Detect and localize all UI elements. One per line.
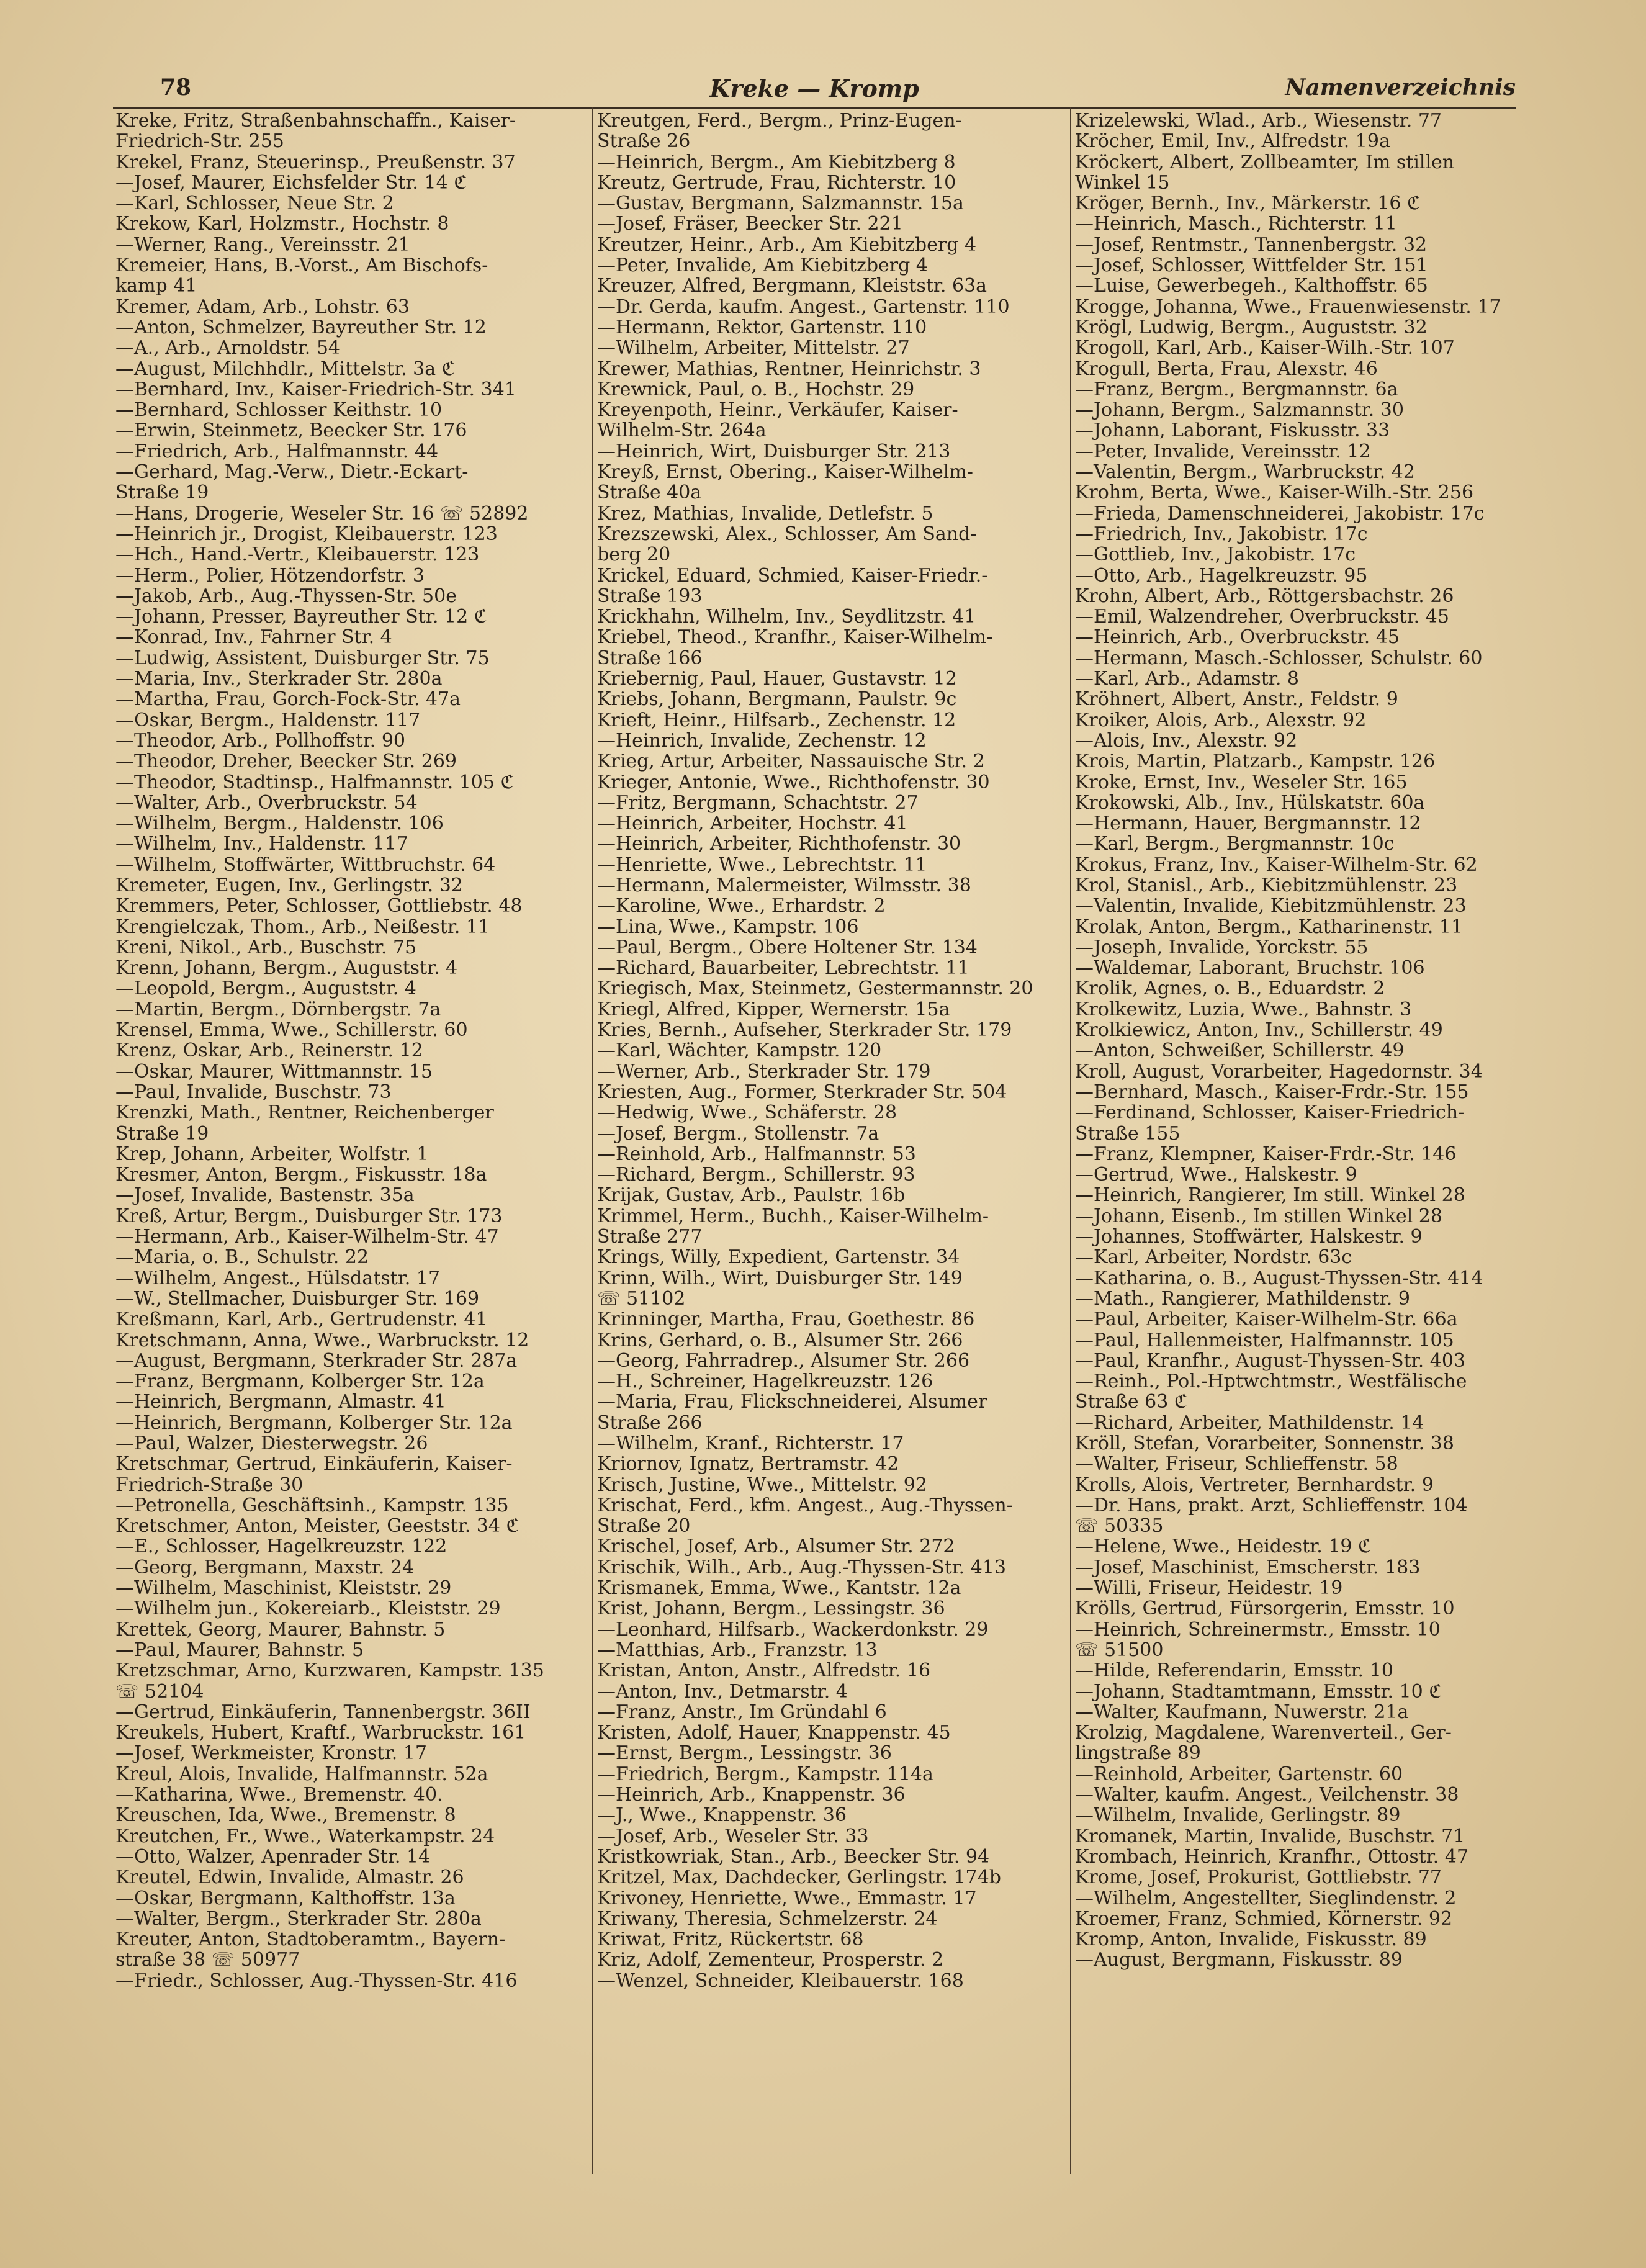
directory-entry-line: —Karl, Bergm., Bergmannstr. 10c xyxy=(1075,834,1395,855)
directory-entry-line: Krettek, Georg, Maurer, Bahnstr. 5 xyxy=(115,1619,446,1640)
directory-entry-line: Kroll, August, Vorarbeiter, Hagedornstr. 34 xyxy=(1075,1061,1483,1082)
directory-entry-line: —Friedrich, Bergm., Kampstr. 114a xyxy=(597,1763,933,1785)
directory-entry-line: —Johann, Laborant, Fiskusstr. 33 xyxy=(1075,420,1390,441)
page-header xyxy=(113,74,1516,109)
directory-entry-line: Krombach, Heinrich, Kranfhr., Ottostr. 47 xyxy=(1075,1846,1469,1868)
directory-entry-line: —Leonhard, Hilfsarb., Wackerdonkstr. 29 xyxy=(597,1619,989,1640)
directory-entry-line: —Franz, Anstr., Im Gründahl 6 xyxy=(597,1701,887,1723)
directory-entry-line: —Heinrich, Arbeiter, Richthofenstr. 30 xyxy=(597,834,961,855)
directory-entry-line: —Josef, Werkmeister, Kronstr. 17 xyxy=(115,1743,428,1764)
directory-entry-line: Straße 266 xyxy=(597,1412,703,1433)
directory-entry-line: —Friedrich, Inv., Jakobistr. 17c xyxy=(1075,523,1368,545)
directory-entry-line: —Emil, Walzendreher, Overbruckstr. 45 xyxy=(1075,606,1449,628)
directory-entry-line: —Martin, Bergm., Dörnbergstr. 7a xyxy=(115,999,441,1020)
directory-entry-line: —Dr. Gerda, kaufm. Angest., Gartenstr. 110 xyxy=(597,296,1010,317)
directory-entry-line: —Otto, Arb., Hagelkreuzstr. 95 xyxy=(1075,565,1368,586)
directory-entry-line: Straße 63 ℭ xyxy=(1075,1392,1187,1413)
directory-entry-line: —Frieda, Damenschneiderei, Jakobistr. 17c xyxy=(1075,503,1485,524)
directory-entry-line: —Anton, Schmelzer, Bayreuther Str. 12 xyxy=(115,317,487,338)
directory-entry-line: ☏ 52104 xyxy=(115,1681,204,1702)
directory-entry-line: Krogge, Johanna, Wwe., Frauenwiesenstr. 17 xyxy=(1075,296,1501,317)
directory-entry-line: berg 20 xyxy=(597,544,671,565)
directory-entry-line: —Hans, Drogerie, Weseler Str. 16 ☏ 52892 xyxy=(115,503,529,524)
directory-entry-line: —Wilhelm, Arbeiter, Mittelstr. 27 xyxy=(597,338,910,359)
directory-entry-line: —Reinhold, Arb., Halfmannstr. 53 xyxy=(597,1143,916,1165)
directory-entry-line: —Franz, Bergm., Bergmannstr. 6a xyxy=(1075,379,1398,400)
directory-entry-line: Kriwat, Fritz, Rückertstr. 68 xyxy=(597,1929,864,1950)
directory-entry-line: Kröckert, Albert, Zollbeamter, Im stillen xyxy=(1075,151,1455,173)
directory-entry-line: —Gerhard, Mag.-Verw., Dietr.-Eckart- xyxy=(115,462,469,483)
directory-entry-line: Kreuter, Anton, Stadtoberamtm., Bayern- xyxy=(115,1929,506,1950)
directory-entry-line: Kretschmar, Gertrud, Einkäuferin, Kaiser- xyxy=(115,1454,513,1475)
directory-entry-line: Kremeter, Eugen, Inv., Gerlingstr. 32 xyxy=(115,875,463,896)
directory-entry-line: Krolzig, Magdalene, Warenverteil., Ger- xyxy=(1075,1722,1452,1744)
directory-entry-line: —Katharina, Wwe., Bremenstr. 40. xyxy=(115,1784,443,1806)
directory-entry-line: —Herm., Polier, Hötzendorfstr. 3 xyxy=(115,565,425,586)
directory-entry-line: Kreutzer, Heinr., Arb., Am Kiebitzberg 4 xyxy=(597,234,977,256)
directory-entry-line: —Josef, Schlosser, Wittfelder Str. 151 xyxy=(1075,255,1428,276)
directory-entry-line: —Hermann, Arb., Kaiser-Wilhelm-Str. 47 xyxy=(115,1226,499,1248)
directory-entry-line: —Josef, Invalide, Bastenstr. 35a xyxy=(115,1185,415,1206)
directory-entry-line: Krickel, Eduard, Schmied, Kaiser-Friedr.- xyxy=(597,565,988,586)
directory-entry-line: —Gertrud, Wwe., Halskestr. 9 xyxy=(1075,1164,1357,1186)
directory-entry-line: Winkel 15 xyxy=(1075,172,1170,194)
directory-entry-line: Krokus, Franz, Inv., Kaiser-Wilhelm-Str. 62 xyxy=(1075,854,1478,875)
directory-entry-line: Kriwany, Theresia, Schmelzerstr. 24 xyxy=(597,1908,938,1930)
directory-entry-line: —Johann, Presser, Bayreuther Str. 12 ℭ xyxy=(115,606,487,628)
directory-entry-line: Kroiker, Alois, Arb., Alexstr. 92 xyxy=(1075,709,1367,731)
directory-entry-line: Kroemer, Franz, Schmied, Körnerstr. 92 xyxy=(1075,1908,1453,1930)
directory-entry-line: Kreutz, Gertrude, Frau, Richterstr. 10 xyxy=(597,172,956,194)
directory-entry-line: Kremer, Adam, Arb., Lohstr. 63 xyxy=(115,296,410,317)
directory-entry-line: —Konrad, Inv., Fahrner Str. 4 xyxy=(115,627,392,648)
directory-entry-line: Kriebel, Theod., Kranfhr., Kaiser-Wilhelm- xyxy=(597,627,993,648)
directory-entry-line: Kriegisch, Max, Steinmetz, Gestermannstr. 20 xyxy=(597,978,1033,999)
section-title: Namenverzeichnis xyxy=(1285,74,1516,101)
directory-entry-line: —Josef, Bergm., Stollenstr. 7a xyxy=(597,1123,879,1144)
directory-entry-line: —Josef, Maurer, Eichsfelder Str. 14 ℭ xyxy=(115,172,467,194)
directory-entry-line: —Paul, Arbeiter, Kaiser-Wilhelm-Str. 66a xyxy=(1075,1309,1458,1330)
directory-entry-line: Krolak, Anton, Bergm., Katharinenstr. 11 xyxy=(1075,916,1464,937)
directory-entry-line: Krokowski, Alb., Inv., Hülskatstr. 60a xyxy=(1075,792,1425,814)
directory-entry-line: Kristan, Anton, Anstr., Alfredstr. 16 xyxy=(597,1660,931,1681)
directory-entry-line: ☏ 51102 xyxy=(597,1288,686,1310)
directory-entry-line: Kreuzer, Alfred, Bergmann, Kleiststr. 63a xyxy=(597,276,987,297)
directory-entry-line: Straße 277 xyxy=(597,1226,703,1248)
directory-entry-line: Krohm, Berta, Wwe., Kaiser-Wilh.-Str. 256 xyxy=(1075,482,1474,503)
directory-entry-line: —Anton, Schweißer, Schillerstr. 49 xyxy=(1075,1040,1405,1061)
directory-entry-line: —Gottlieb, Inv., Jakobistr. 17c xyxy=(1075,544,1356,565)
directory-entry-line: Kreßmann, Karl, Arb., Gertrudenstr. 41 xyxy=(115,1309,488,1330)
directory-entry-line: —Heinrich, Invalide, Zechenstr. 12 xyxy=(597,730,927,752)
directory-entry-line: —Paul, Kranfhr., August-Thyssen-Str. 403 xyxy=(1075,1350,1466,1372)
directory-entry-line: —Heinrich, Bergm., Am Kiebitzberg 8 xyxy=(597,151,956,173)
directory-entry-line: —Otto, Walzer, Apenrader Str. 14 xyxy=(115,1846,431,1868)
directory-entry-line: —Willi, Friseur, Heidestr. 19 xyxy=(1075,1578,1343,1599)
directory-entry-line: —Ludwig, Assistent, Duisburger Str. 75 xyxy=(115,647,490,669)
directory-entry-line: Krensel, Emma, Wwe., Schillerstr. 60 xyxy=(115,1020,468,1041)
directory-entry-line: —August, Milchhdlr., Mittelstr. 3a ℭ xyxy=(115,358,455,379)
directory-entry-line: —Hch., Hand.-Vertr., Kleibauerstr. 123 xyxy=(115,544,480,565)
directory-entry-line: —Henriette, Wwe., Lebrechtstr. 11 xyxy=(597,854,927,875)
directory-entry-line: Kretschmer, Anton, Meister, Geeststr. 34 ℭ xyxy=(115,1516,519,1537)
directory-entry-line: —Paul, Bergm., Obere Holtener Str. 134 xyxy=(597,937,978,958)
directory-entry-line: —Wilhelm, Angestellter, Sieglindenstr. 2 xyxy=(1075,1888,1457,1909)
directory-entry-line: —Wilhelm, Maschinist, Kleiststr. 29 xyxy=(115,1578,452,1599)
directory-entry-line: —Math., Rangierer, Mathildenstr. 9 xyxy=(1075,1288,1410,1310)
directory-entry-line: —Heinrich, Bergmann, Almastr. 41 xyxy=(115,1392,446,1413)
directory-entry-line: Krieg, Artur, Arbeiter, Nassauische Str. 2 xyxy=(597,751,985,772)
directory-entry-line: —Heinrich, Schreinermstr., Emsstr. 10 xyxy=(1075,1619,1441,1640)
directory-entry-line: Krogoll, Karl, Arb., Kaiser-Wilh.-Str. 107 xyxy=(1075,338,1455,359)
directory-entry-line: Krijak, Gustav, Arb., Paulstr. 16b xyxy=(597,1185,906,1206)
directory-entry-line: —Heinrich, Wirt, Duisburger Str. 213 xyxy=(597,441,951,462)
directory-entry-line: Friedrich-Straße 30 xyxy=(115,1474,304,1495)
directory-entry-line: —Theodor, Arb., Pollhoffstr. 90 xyxy=(115,730,406,752)
directory-entry-line: Krome, Josef, Prokurist, Gottliebstr. 77 xyxy=(1075,1867,1442,1888)
directory-entry-line: —Franz, Klempner, Kaiser-Frdr.-Str. 146 xyxy=(1075,1143,1457,1165)
directory-entry-line: Kremmers, Peter, Schlosser, Gottliebstr. 48 xyxy=(115,896,523,917)
directory-entry-line: —J., Wwe., Knappenstr. 36 xyxy=(597,1805,847,1826)
directory-entry-line: —Friedr., Schlosser, Aug.-Thyssen-Str. 416 xyxy=(115,1970,518,1992)
directory-entry-line: Straße 166 xyxy=(597,647,703,669)
directory-entry-line: Kritzel, Max, Dachdecker, Gerlingstr. 174b xyxy=(597,1867,1001,1888)
directory-entry-line: Krimmel, Herm., Buchh., Kaiser-Wilhelm- xyxy=(597,1205,989,1227)
directory-entry-line: —Hermann, Rektor, Gartenstr. 110 xyxy=(597,317,927,338)
directory-entry-line: —Bernhard, Inv., Kaiser-Friedrich-Str. 341 xyxy=(115,379,516,400)
directory-entry-line: —Oskar, Bergm., Haldenstr. 117 xyxy=(115,709,421,731)
directory-entry-line: —Josef, Fräser, Beecker Str. 221 xyxy=(597,214,903,235)
directory-entry-line: Krez, Mathias, Invalide, Detlefstr. 5 xyxy=(597,503,933,524)
directory-entry-line: —Richard, Bauarbeiter, Lebrechtstr. 11 xyxy=(597,958,969,979)
directory-entry-line: —Karl, Arb., Adamstr. 8 xyxy=(1075,668,1299,690)
directory-entry-line: Krins, Gerhard, o. B., Alsumer Str. 266 xyxy=(597,1330,963,1351)
directory-entry-line: Krol, Stanisl., Arb., Kiebitzmühlenstr. 23 xyxy=(1075,875,1458,896)
page-number: 78 xyxy=(160,74,192,101)
directory-entry-line: Kriegl, Alfred, Kipper, Wernerstr. 15a xyxy=(597,999,950,1020)
directory-entry-line: —Wenzel, Schneider, Kleibauerstr. 168 xyxy=(597,1970,964,1992)
directory-entry-line: Kreke, Fritz, Straßenbahnschaffn., Kaiser- xyxy=(115,110,516,132)
directory-entry-line: —Martha, Frau, Gorch-Fock-Str. 47a xyxy=(115,689,461,710)
directory-entry-line: Straße 193 xyxy=(597,585,703,607)
directory-entry-line: Kries, Bernh., Aufseher, Sterkrader Str. 179 xyxy=(597,1020,1012,1041)
directory-entry-line: —Richard, Arbeiter, Mathildenstr. 14 xyxy=(1075,1412,1424,1433)
directory-entry-line: ☏ 51500 xyxy=(1075,1639,1164,1661)
directory-entry-line: Kretzschmar, Arno, Kurzwaren, Kampstr. 135 xyxy=(115,1660,544,1681)
directory-entry-line: Kreyß, Ernst, Obering., Kaiser-Wilhelm- xyxy=(597,462,973,483)
directory-entry-line: Wilhelm-Str. 264a xyxy=(597,420,767,441)
directory-entry-line: —Reinhold, Arbeiter, Gartenstr. 60 xyxy=(1075,1763,1403,1785)
directory-entry-line: Krenzki, Math., Rentner, Reichenberger xyxy=(115,1102,494,1123)
directory-entry-line: —Karoline, Wwe., Erhardstr. 2 xyxy=(597,896,886,917)
directory-entry-line: Krinninger, Martha, Frau, Goethestr. 86 xyxy=(597,1309,975,1330)
directory-entry-line: —Johannes, Stoffwärter, Halskestr. 9 xyxy=(1075,1226,1423,1248)
directory-entry-line: —Karl, Schlosser, Neue Str. 2 xyxy=(115,193,394,214)
directory-entry-line: Krolik, Agnes, o. B., Eduardstr. 2 xyxy=(1075,978,1385,999)
directory-entry-line: —E., Schlosser, Hagelkreuzstr. 122 xyxy=(115,1536,447,1557)
directory-column-3 xyxy=(1075,110,1553,1971)
directory-entry-line: —Wilhelm, Inv., Haldenstr. 117 xyxy=(115,834,408,855)
directory-entry-line: —Josef, Rentmstr., Tannenbergstr. 32 xyxy=(1075,234,1428,256)
directory-entry-line: Straße 19 xyxy=(115,1123,209,1144)
directory-entry-line: —Paul, Walzer, Diesterwegstr. 26 xyxy=(115,1433,428,1454)
directory-entry-line: —Hermann, Masch.-Schlosser, Schulstr. 60 xyxy=(1075,647,1483,669)
directory-entry-line: Krischik, Wilh., Arb., Aug.-Thyssen-Str. 413 xyxy=(597,1557,1007,1578)
directory-entry-line: kamp 41 xyxy=(115,276,197,297)
directory-entry-line: Krismanek, Emma, Wwe., Kantstr. 12a xyxy=(597,1578,961,1599)
directory-entry-line: —Peter, Invalide, Am Kiebitzberg 4 xyxy=(597,255,928,276)
directory-entry-line: —Gustav, Bergmann, Salzmannstr. 15a xyxy=(597,193,964,214)
directory-entry-line: Krolkewitz, Luzia, Wwe., Bahnstr. 3 xyxy=(1075,999,1412,1020)
directory-entry-line: —Maria, Inv., Sterkrader Str. 280a xyxy=(115,668,443,690)
directory-entry-line: —Karl, Arbeiter, Nordstr. 63c xyxy=(1075,1247,1352,1268)
directory-entry-line: —Luise, Gewerbegeh., Kalthoffstr. 65 xyxy=(1075,276,1428,297)
directory-entry-line: Krep, Johann, Arbeiter, Wolfstr. 1 xyxy=(115,1143,429,1165)
directory-entry-line: Krezszewski, Alex., Schlosser, Am Sand- xyxy=(597,523,977,545)
directory-entry-line: —Lina, Wwe., Kampstr. 106 xyxy=(597,916,859,937)
directory-entry-line: straße 38 ☏ 50977 xyxy=(115,1950,300,1971)
directory-entry-line: Krieger, Antonie, Wwe., Richthofenstr. 30 xyxy=(597,772,990,793)
directory-entry-line: —Josef, Arb., Weseler Str. 33 xyxy=(597,1825,869,1847)
directory-entry-line: —Joseph, Invalide, Yorckstr. 55 xyxy=(1075,937,1369,958)
directory-entry-line: Straße 26 xyxy=(597,131,691,152)
directory-entry-line: Krist, Johann, Bergm., Lessingstr. 36 xyxy=(597,1598,945,1619)
directory-entry-line: —Paul, Invalide, Buschstr. 73 xyxy=(115,1081,392,1103)
directory-entry-line: —Katharina, o. B., August-Thyssen-Str. 414 xyxy=(1075,1267,1483,1289)
directory-entry-line: ☏ 50335 xyxy=(1075,1516,1164,1537)
directory-entry-line: —Werner, Rang., Vereinsstr. 21 xyxy=(115,234,410,256)
directory-entry-line: Kromp, Anton, Invalide, Fiskusstr. 89 xyxy=(1075,1929,1427,1950)
directory-entry-line: —H., Schreiner, Hagelkreuzstr. 126 xyxy=(597,1371,933,1392)
directory-entry-line: —Heinrich jr., Drogist, Kleibauerstr. 123 xyxy=(115,523,498,545)
directory-entry-line: Kremeier, Hans, B.-Vorst., Am Bischofs- xyxy=(115,255,488,276)
directory-entry-line: —Maria, o. B., Schulstr. 22 xyxy=(115,1247,369,1268)
directory-entry-line: —Walter, Bergm., Sterkrader Str. 280a xyxy=(115,1908,482,1930)
directory-entry-line: —Walter, Friseur, Schlieffenstr. 58 xyxy=(1075,1454,1398,1475)
directory-entry-line: Kreukels, Hubert, Kraftf., Warbruckstr. 161 xyxy=(115,1722,526,1744)
directory-entry-line: —Hermann, Malermeister, Wilmsstr. 38 xyxy=(597,875,971,896)
directory-entry-line: Straße 19 xyxy=(115,482,209,503)
directory-entry-line: Kreß, Artur, Bergm., Duisburger Str. 173 xyxy=(115,1205,503,1227)
directory-entry-line: —Jakob, Arb., Aug.-Thyssen-Str. 50e xyxy=(115,585,457,607)
directory-entry-line: Kröger, Bernh., Inv., Märkerstr. 16 ℭ xyxy=(1075,193,1421,214)
directory-entry-line: —Walter, kaufm. Angest., Veilchenstr. 38 xyxy=(1075,1784,1459,1806)
directory-entry-line: —Helene, Wwe., Heidestr. 19 ℭ xyxy=(1075,1536,1372,1557)
directory-entry-line: —Wilhelm, Angest., Hülsdatstr. 17 xyxy=(115,1267,441,1289)
directory-entry-line: Krewnick, Paul, o. B., Hochstr. 29 xyxy=(597,379,915,400)
directory-entry-line: Krolls, Alois, Vertreter, Bernhardstr. 9 xyxy=(1075,1474,1434,1495)
directory-entry-line: —Petronella, Geschäftsinh., Kampstr. 135 xyxy=(115,1495,509,1516)
directory-entry-line: —Paul, Maurer, Bahnstr. 5 xyxy=(115,1639,364,1661)
directory-entry-line: Krohn, Albert, Arb., Röttgersbachstr. 26 xyxy=(1075,585,1454,607)
directory-entry-line: —Alois, Inv., Alexstr. 92 xyxy=(1075,730,1298,752)
directory-entry-line: —Georg, Bergmann, Maxstr. 24 xyxy=(115,1557,415,1578)
directory-entry-line: —Wilhelm, Kranf., Richterstr. 17 xyxy=(597,1433,904,1454)
directory-entry-line: —Wilhelm, Bergm., Haldenstr. 106 xyxy=(115,813,444,834)
directory-entry-line: —Heinrich, Masch., Richterstr. 11 xyxy=(1075,214,1397,235)
directory-entry-line: —W., Stellmacher, Duisburger Str. 169 xyxy=(115,1288,480,1310)
directory-entry-line: Kröhnert, Albert, Anstr., Feldstr. 9 xyxy=(1075,689,1398,710)
directory-entry-line: Krekel, Franz, Steuerinsp., Preußenstr. 37 xyxy=(115,151,516,173)
directory-entry-line: Kreuschen, Ida, Wwe., Bremenstr. 8 xyxy=(115,1805,456,1826)
directory-entry-line: —Johann, Eisenb., Im stillen Winkel 28 xyxy=(1075,1205,1442,1227)
directory-entry-line: Kröcher, Emil, Inv., Alfredstr. 19a xyxy=(1075,131,1390,152)
directory-entry-line: Kriesten, Aug., Former, Sterkrader Str. 504 xyxy=(597,1081,1007,1103)
directory-entry-line: Krieft, Heinr., Hilfsarb., Zechenstr. 12 xyxy=(597,709,956,731)
directory-entry-line: —Peter, Invalide, Vereinsstr. 12 xyxy=(1075,441,1371,462)
directory-entry-line: Kristen, Adolf, Hauer, Knappenstr. 45 xyxy=(597,1722,951,1744)
directory-entry-line: Krivoney, Henriette, Wwe., Emmastr. 17 xyxy=(597,1888,977,1909)
directory-entry-line: —Bernhard, Schlosser Keithstr. 10 xyxy=(115,400,443,421)
directory-entry-line: —Heinrich, Arb., Knappenstr. 36 xyxy=(597,1784,906,1806)
directory-entry-line: Krickhahn, Wilhelm, Inv., Seydlitzstr. 41 xyxy=(597,606,976,628)
directory-entry-line: —Waldemar, Laborant, Bruchstr. 106 xyxy=(1075,958,1425,979)
directory-entry-line: —Heinrich, Bergmann, Kolberger Str. 12a xyxy=(115,1412,513,1433)
directory-entry-line: —Hermann, Hauer, Bergmannstr. 12 xyxy=(1075,813,1421,834)
directory-entry-line: Kriebernig, Paul, Hauer, Gustavstr. 12 xyxy=(597,668,957,690)
directory-entry-line: —Valentin, Invalide, Kiebitzmühlenstr. 23 xyxy=(1075,896,1467,917)
directory-entry-line: —Heinrich, Rangierer, Im still. Winkel 28 xyxy=(1075,1185,1465,1206)
directory-entry-line: —Georg, Fahrradrep., Alsumer Str. 266 xyxy=(597,1350,970,1372)
directory-entry-line: —August, Bergmann, Fiskusstr. 89 xyxy=(1075,1950,1403,1971)
directory-entry-line: —Erwin, Steinmetz, Beecker Str. 176 xyxy=(115,420,467,441)
directory-column-2 xyxy=(597,110,1075,1991)
directory-entry-line: Kromanek, Martin, Invalide, Buschstr. 71 xyxy=(1075,1825,1465,1847)
directory-entry-line: Kreul, Alois, Invalide, Halfmannstr. 52a xyxy=(115,1763,488,1785)
directory-entry-line: Krings, Willy, Expedient, Gartenstr. 34 xyxy=(597,1247,960,1268)
directory-entry-line: Krewer, Mathias, Rentner, Heinrichstr. 3 xyxy=(597,358,981,379)
directory-entry-line: Friedrich-Str. 255 xyxy=(115,131,284,152)
directory-entry-line: —Karl, Wächter, Kampstr. 120 xyxy=(597,1040,882,1061)
directory-entry-line: —Reinh., Pol.-Hptwchtmstr., Westfälische xyxy=(1075,1371,1467,1392)
directory-entry-line: Krenn, Johann, Bergm., Auguststr. 4 xyxy=(115,958,458,979)
directory-entry-line: —Bernhard, Masch., Kaiser-Frdr.-Str. 155 xyxy=(1075,1081,1469,1103)
directory-entry-line: —Johann, Bergm., Salzmannstr. 30 xyxy=(1075,400,1404,421)
directory-entry-line: —Franz, Bergmann, Kolberger Str. 12a xyxy=(115,1371,485,1392)
directory-entry-line: —Ferdinand, Schlosser, Kaiser-Friedrich- xyxy=(1075,1102,1465,1123)
directory-entry-line: Kresmer, Anton, Bergm., Fiskusstr. 18a xyxy=(115,1164,487,1186)
directory-entry-line: Krögl, Ludwig, Bergm., Auguststr. 32 xyxy=(1075,317,1428,338)
directory-entry-line: —Josef, Maschinist, Emscherstr. 183 xyxy=(1075,1557,1421,1578)
directory-entry-line: —Leopold, Bergm., Auguststr. 4 xyxy=(115,978,416,999)
directory-entry-line: —Matthias, Arb., Franzstr. 13 xyxy=(597,1639,878,1661)
directory-entry-line: —Wilhelm jun., Kokereiarb., Kleiststr. 29 xyxy=(115,1598,501,1619)
directory-entry-line: —A., Arb., Arnoldstr. 54 xyxy=(115,338,341,359)
directory-column-1 xyxy=(115,110,593,1991)
directory-entry-line: Kriz, Adolf, Zementeur, Prosperstr. 2 xyxy=(597,1950,944,1971)
directory-entry-line: —Wilhelm, Invalide, Gerlingstr. 89 xyxy=(1075,1805,1401,1826)
directory-entry-line: lingstraße 89 xyxy=(1075,1743,1201,1764)
directory-entry-line: —Gertrud, Einkäuferin, Tannenbergstr. 36II xyxy=(115,1701,531,1723)
directory-entry-line: —Maria, Frau, Flickschneiderei, Alsumer xyxy=(597,1392,987,1413)
directory-entry-line: —Hedwig, Wwe., Schäferstr. 28 xyxy=(597,1102,897,1123)
directory-entry-line: Kretschmann, Anna, Wwe., Warbruckstr. 12 xyxy=(115,1330,529,1351)
directory-entry-line: Krengielczak, Thom., Arb., Neißestr. 11 xyxy=(115,916,490,937)
directory-entry-line: —Wilhelm, Stoffwärter, Wittbruchstr. 64 xyxy=(115,854,496,875)
directory-entry-line: Kriebs, Johann, Bergmann, Paulstr. 9c xyxy=(597,689,957,710)
directory-entry-line: —Heinrich, Arbeiter, Hochstr. 41 xyxy=(597,813,908,834)
directory-entry-line: Straße 155 xyxy=(1075,1123,1181,1144)
directory-entry-line: —Friedrich, Arb., Halfmannstr. 44 xyxy=(115,441,439,462)
directory-entry-line: Krizelewski, Wlad., Arb., Wiesenstr. 77 xyxy=(1075,110,1442,132)
directory-entry-line: —August, Bergmann, Sterkrader Str. 287a xyxy=(115,1350,518,1372)
directory-entry-line: Kroke, Ernst, Inv., Weseler Str. 165 xyxy=(1075,772,1408,793)
directory-entry-line: Kreyenpoth, Heinr., Verkäufer, Kaiser- xyxy=(597,400,958,421)
directory-entry-line: —Walter, Kaufmann, Nuwerstr. 21a xyxy=(1075,1701,1409,1723)
directory-entry-line: Kreutgen, Ferd., Bergm., Prinz-Eugen- xyxy=(597,110,962,132)
directory-entry-line: Krisch, Justine, Wwe., Mittelstr. 92 xyxy=(597,1474,927,1495)
directory-entry-line: —Theodor, Stadtinsp., Halfmannstr. 105 ℭ xyxy=(115,772,514,793)
directory-entry-line: —Valentin, Bergm., Warbruckstr. 42 xyxy=(1075,462,1415,483)
directory-entry-line: Kröll, Stefan, Vorarbeiter, Sonnenstr. 38 xyxy=(1075,1433,1454,1454)
directory-entry-line: Straße 40a xyxy=(597,482,702,503)
directory-entry-line: —Heinrich, Arb., Overbruckstr. 45 xyxy=(1075,627,1400,648)
directory-entry-line: —Dr. Hans, prakt. Arzt, Schlieffenstr. 104 xyxy=(1075,1495,1468,1516)
directory-entry-line: Krischat, Ferd., kfm. Angest., Aug.-Thyssen- xyxy=(597,1495,1013,1516)
directory-entry-line: —Richard, Bergm., Schillerstr. 93 xyxy=(597,1164,915,1186)
directory-entry-line: Krois, Martin, Platzarb., Kampstr. 126 xyxy=(1075,751,1436,772)
directory-entry-line: —Johann, Stadtamtmann, Emsstr. 10 ℭ xyxy=(1075,1681,1442,1702)
directory-entry-line: Straße 20 xyxy=(597,1516,691,1537)
directory-entry-line: —Fritz, Bergmann, Schachtstr. 27 xyxy=(597,792,919,814)
directory-entry-line: —Hilde, Referendarin, Emsstr. 10 xyxy=(1075,1660,1393,1681)
directory-entry-line: —Oskar, Bergmann, Kalthoffstr. 13a xyxy=(115,1888,456,1909)
directory-entry-line: —Paul, Hallenmeister, Halfmannstr. 105 xyxy=(1075,1330,1454,1351)
directory-entry-line: Krinn, Wilh., Wirt, Duisburger Str. 149 xyxy=(597,1267,963,1289)
directory-entry-line: Kreni, Nikol., Arb., Buschstr. 75 xyxy=(115,937,417,958)
directory-entry-line: —Ernst, Bergm., Lessingstr. 36 xyxy=(597,1743,892,1764)
directory-entry-line: Krogull, Berta, Frau, Alexstr. 46 xyxy=(1075,358,1378,379)
directory-entry-line: —Walter, Arb., Overbruckstr. 54 xyxy=(115,792,418,814)
directory-entry-line: Krischel, Josef, Arb., Alsumer Str. 272 xyxy=(597,1536,955,1557)
directory-entry-line: Kristkowriak, Stan., Arb., Beecker Str. 94 xyxy=(597,1846,990,1868)
directory-entry-line: —Anton, Inv., Detmarstr. 4 xyxy=(597,1681,848,1702)
directory-entry-line: —Oskar, Maurer, Wittmannstr. 15 xyxy=(115,1061,433,1082)
directory-entry-line: Krolkiewicz, Anton, Inv., Schillerstr. 49 xyxy=(1075,1020,1443,1041)
directory-entry-line: Kriornov, Ignatz, Bertramstr. 42 xyxy=(597,1454,899,1475)
directory-entry-line: Kreutchen, Fr., Wwe., Waterkampstr. 24 xyxy=(115,1825,495,1847)
directory-entry-line: Krölls, Gertrud, Fürsorgerin, Emsstr. 10 xyxy=(1075,1598,1455,1619)
directory-entry-line: Kreutel, Edwin, Invalide, Almastr. 26 xyxy=(115,1867,464,1888)
directory-entry-line: —Werner, Arb., Sterkrader Str. 179 xyxy=(597,1061,931,1082)
name-range-title: Kreke — Kromp xyxy=(709,74,919,102)
directory-entry-line: —Theodor, Dreher, Beecker Str. 269 xyxy=(115,751,457,772)
directory-entry-line: Krenz, Oskar, Arb., Reinerstr. 12 xyxy=(115,1040,423,1061)
directory-entry-line: Krekow, Karl, Holzmstr., Hochstr. 8 xyxy=(115,214,449,235)
